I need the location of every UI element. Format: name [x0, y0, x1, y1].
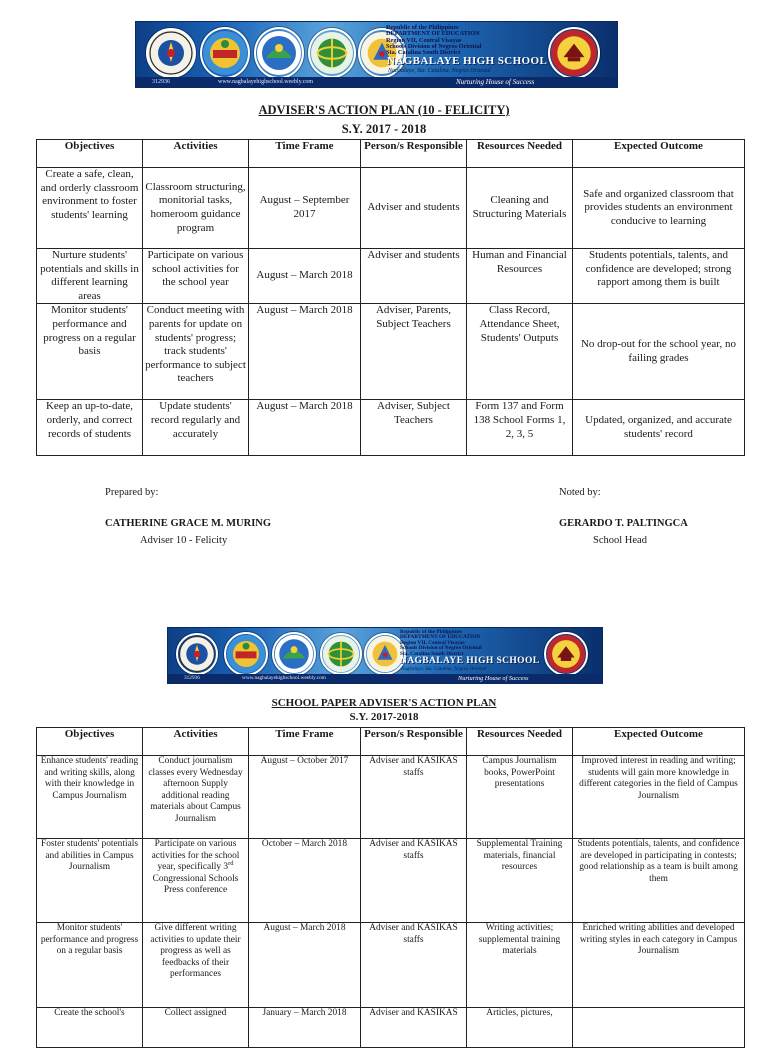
cell-persons: Adviser and students	[361, 168, 467, 249]
plan1-header-row	[37, 140, 745, 168]
cell-outcome: Students potentials, talents, and confidence are developed in participating in contests; good relationship as a team is built among them	[573, 839, 745, 923]
prepared-by-title: Adviser 10 - Felicity	[140, 535, 228, 546]
col-header-activities: Activities	[143, 728, 249, 756]
col-header-objectives: Objectives	[37, 728, 143, 756]
plan2-title-text: SCHOOL PAPER ADVISER'S ACTION PLAN	[271, 697, 497, 709]
plan1-title	[0, 103, 768, 118]
banner-strip	[136, 77, 617, 87]
table-row	[37, 923, 745, 1008]
agency-line: DEPARTMENT OF EDUCATION	[400, 634, 481, 641]
cell-outcome	[573, 1008, 745, 1048]
ordinal-suffix: rd	[228, 860, 234, 868]
cell-time-frame: August – March 2018	[249, 923, 361, 1008]
col-header-activities: Activities	[143, 140, 249, 168]
cell-activity: Update students' record regularly and accurately	[143, 400, 249, 456]
col-header-time-frame: Time Frame	[249, 140, 361, 168]
cell-outcome: Updated, organized, and accurate students' record	[573, 400, 745, 456]
col-header-time-frame: Time Frame	[249, 728, 361, 756]
cell-persons: Adviser and KASIKAS	[361, 1008, 467, 1048]
table-row	[37, 1008, 745, 1048]
deped-seal-icon	[176, 633, 218, 675]
cell-activity: Classroom structuring, monitorial tasks, homeroom guidance program	[143, 168, 249, 249]
table-row	[37, 400, 745, 456]
deped-seal-icon	[146, 28, 196, 78]
plan1-school-year: S.Y. 2017 - 2018	[341, 122, 427, 136]
school-motto: Nurturing House of Success	[456, 78, 535, 86]
cell-time-frame: January – March 2018	[249, 1008, 361, 1048]
cell-time-frame: August – March 2018	[249, 400, 361, 456]
cell-resources: Writing activities; supplemental training materials	[467, 923, 573, 1008]
cell-outcome: Safe and organized classroom that provides students an environment conducive to learning	[573, 168, 745, 249]
col-header-resources-needed: Resources Needed	[467, 140, 573, 168]
cell-persons: Adviser and KASIKAS staffs	[361, 756, 467, 839]
cell-time-frame: August – March 2018	[249, 304, 361, 400]
cell-outcome: Students potentials, talents, and confidence are developed; strong rapport among them is built	[573, 249, 745, 304]
division-seal-icon	[254, 27, 304, 79]
cell-time-frame: August – October 2017	[249, 756, 361, 839]
cell-resources: Class Record, Attendance Sheet, Students' Outputs	[467, 304, 573, 400]
division-seal-icon	[272, 632, 316, 676]
cell-time-frame: August – March 2018	[249, 249, 361, 304]
cell-persons: Adviser and students	[361, 249, 467, 304]
cell-activity: Conduct meeting with parents for update on students' progress; track students' performance to subject teachers	[143, 304, 249, 400]
plan2-school-year: S.Y. 2017-2018	[349, 711, 419, 723]
school-seal-icon	[544, 632, 588, 676]
table-row	[37, 304, 745, 400]
cell-objective: Keep an up-to-date, orderly, and correct records of students	[37, 400, 143, 456]
globe-seal-icon	[308, 28, 356, 78]
cell-resources: Form 137 and Form 138 School Forms 1, 2, 3, 5	[467, 400, 573, 456]
banner-strip	[168, 674, 602, 683]
activity-text-before: Participate on various activities for the school year, specifically 3	[151, 839, 240, 873]
plan2-table	[36, 727, 745, 1048]
cell-objective: Enhance students' reading and writing skills, along with their knowledge in Campus Journalism	[37, 756, 143, 839]
agency-line: Schools Division of Negros Oriental	[386, 42, 482, 50]
cell-objective: Monitor students' performance and progress on a regular basis	[37, 304, 143, 400]
cell-resources: Human and Financial Resources	[467, 249, 573, 304]
cell-resources: Supplemental Training materials, financial resources	[467, 839, 573, 923]
col-header-expected-outcome: Expected Outcome	[573, 728, 745, 756]
col-header-persons-responsible: Person/s Responsible	[361, 728, 467, 756]
agency-line: Republic of the Philippines	[400, 629, 463, 635]
cell-objective: Create a safe, clean, and orderly classroom environment to foster students' learning	[37, 168, 143, 249]
cell-resources: Campus Journalism books, PowerPoint presentations	[467, 756, 573, 839]
plan1-title-text: ADVISER'S ACTION PLAN (10 - FELICITY)	[258, 103, 510, 117]
school-header-banner	[135, 21, 618, 88]
cell-activity	[143, 839, 249, 923]
activity-text-after: Congressional Schools Press conference	[152, 873, 239, 896]
agency-line: Region VII, Central Visayas	[386, 36, 462, 44]
cell-outcome: Enriched writing abilities and developed writing styles in each category in Campus Journalism	[573, 923, 745, 1008]
prepared-by-label: Prepared by:	[105, 487, 159, 498]
cell-objective: Monitor students' performance and progress on a regular basis	[37, 923, 143, 1008]
school-address: Nagbalaye, Sta. Catalina, Negros Oriental	[401, 667, 487, 672]
cell-activity: Participate on various school activities for the school year	[143, 249, 249, 304]
school-seal-icon	[548, 27, 600, 79]
school-name: NAGBALAYE HIGH SCHOOL	[387, 55, 548, 67]
cell-resources: Articles, pictures,	[467, 1008, 573, 1048]
cell-persons: Adviser, Parents, Subject Teachers	[361, 304, 467, 400]
school-address: Nagbalaye, Sta. Catalina, Negros Oriental	[388, 68, 491, 74]
cell-time-frame: August – September 2017	[249, 168, 361, 249]
table-row	[37, 756, 745, 839]
agency-line: Republic of the Philippines	[386, 24, 459, 31]
school-id: 312936	[184, 675, 200, 681]
col-header-resources-needed: Resources Needed	[467, 728, 573, 756]
region-vii-seal-icon	[224, 632, 268, 676]
table-row	[37, 168, 745, 249]
school-id: 312936	[152, 79, 170, 85]
cell-time-frame: October – March 2018	[249, 839, 361, 923]
plan2-title	[0, 697, 768, 709]
col-header-objectives: Objectives	[37, 140, 143, 168]
region-vii-seal-icon	[200, 27, 250, 79]
col-header-persons-responsible: Person/s Responsible	[361, 140, 467, 168]
cell-activity: Conduct journalism classes every Wednesday afternoon Supply additional reading materials about Campus Journalism	[143, 756, 249, 839]
table-row	[37, 839, 745, 923]
plan1-table	[36, 139, 745, 456]
cell-objective: Foster students' potentials and abilities in Campus Journalism	[37, 839, 143, 923]
plan2-header-row	[37, 728, 745, 756]
cell-persons: Adviser and KASIKAS staffs	[361, 839, 467, 923]
globe-seal-icon	[320, 633, 362, 675]
noted-by-label: Noted by:	[559, 487, 601, 498]
agency-lines	[386, 25, 481, 56]
noted-by-name: GERARDO T. PALTINGCA	[559, 518, 688, 529]
school-name: NAGBALAYE HIGH SCHOOL	[400, 656, 540, 666]
cell-objective: Create the school's	[37, 1008, 143, 1048]
col-header-expected-outcome: Expected Outcome	[573, 140, 745, 168]
cell-persons: Adviser, Subject Teachers	[361, 400, 467, 456]
school-header-banner	[167, 627, 603, 684]
agency-lines	[400, 630, 482, 657]
cell-objective: Nurture students' potentials and skills in different learning areas	[37, 249, 143, 304]
cell-activity: Give different writing activities to update their progress as well as feedbacks of their performances	[143, 923, 249, 1008]
cell-outcome: Improved interest in reading and writing; students will gain more knowledge in different categories in the field of Campus Journalism	[573, 756, 745, 839]
cell-persons: Adviser and KASIKAS staffs	[361, 923, 467, 1008]
cell-resources: Cleaning and Structuring Materials	[467, 168, 573, 249]
agency-line: Sta. Catalina South District	[400, 650, 464, 657]
agency-line: Sta. Catalina South District	[386, 49, 461, 57]
school-website: www.nagbalayehighschool.weebly.com	[218, 79, 314, 85]
school-website: www.nagbalayehighschool.weebly.com	[242, 675, 326, 681]
cell-outcome: No drop-out for the school year, no failing grades	[573, 304, 745, 400]
agency-line: Region VII, Central Visayas	[400, 639, 465, 646]
agency-line: Schools Division of Negros Oriental	[400, 645, 482, 652]
noted-by-title: School Head	[593, 535, 647, 546]
agency-line: DEPARTMENT OF EDUCATION	[386, 30, 480, 38]
prepared-by-name: CATHERINE GRACE M. MURING	[105, 518, 272, 529]
table-row	[37, 249, 745, 304]
cell-activity: Collect assigned	[143, 1008, 249, 1048]
school-motto: Nurturing House of Success	[458, 675, 529, 682]
